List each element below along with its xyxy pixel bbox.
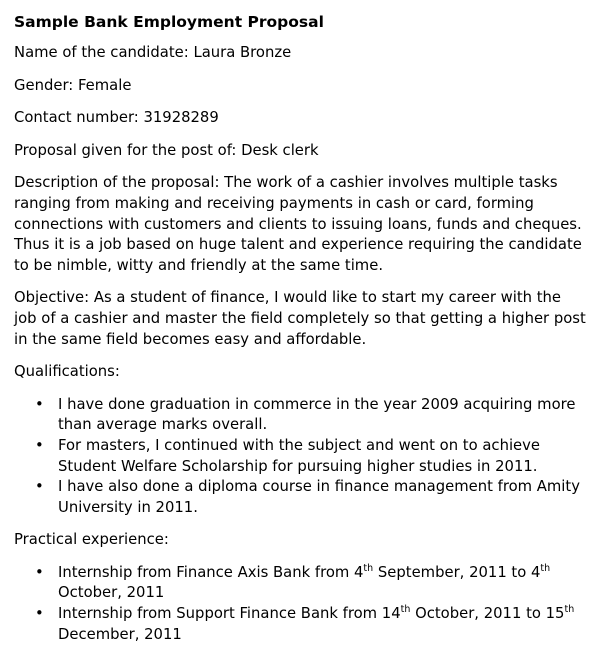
contact-number: Contact number: 31928289 <box>14 109 219 127</box>
bullet-icon: • <box>35 605 44 623</box>
bullet-icon: • <box>35 395 44 413</box>
qualifications-list <box>14 395 590 519</box>
ordinal-suffix: th <box>564 604 575 616</box>
practical-experience-heading: Practical experience: <box>14 531 169 549</box>
list-item <box>14 395 590 436</box>
list-item <box>14 477 590 518</box>
description-line: ranging from making and receiving payments in cash or card, forming <box>14 194 534 212</box>
experience-text: Internship from Support Finance Bank from 14 <box>58 605 401 623</box>
bullet-icon: • <box>35 563 44 581</box>
objective-line: in the same field becomes easy and affordable. <box>14 330 367 348</box>
candidate-name: Name of the candidate: Laura Bronze <box>14 44 292 61</box>
qualifications-heading: Qualifications: <box>14 363 120 381</box>
description-line: Description of the proposal: The work of a cashier involves multiple tasks <box>14 174 558 192</box>
objective-line: Objective: As a student of finance, I would like to start my career with the <box>14 289 561 307</box>
practical-experience-list <box>14 563 590 645</box>
experience-text: October, 2011 to 15 <box>410 605 565 623</box>
list-item <box>14 604 590 645</box>
ordinal-suffix: th <box>363 562 374 574</box>
objective <box>14 288 590 350</box>
ordinal-suffix: th <box>400 604 411 616</box>
experience-text: September, 2011 to 4 <box>373 563 541 581</box>
ordinal-suffix: th <box>540 562 551 574</box>
bullet-icon: • <box>35 436 44 454</box>
list-item-line <box>58 604 590 625</box>
description-line: Thus it is a job based on huge talent and experience requiring the candidate <box>14 236 582 254</box>
list-item <box>14 563 590 604</box>
list-item-line: I have also done a diploma course in finance management from Amity <box>58 478 580 496</box>
list-item <box>14 436 590 477</box>
list-item-line: Student Welfare Scholarship for pursuing higher studies in 2011. <box>58 457 538 475</box>
candidate-gender: Gender: Female <box>14 76 132 94</box>
list-item-line: University in 2011. <box>58 498 198 516</box>
bullet-icon: • <box>35 478 44 496</box>
description-line: connections with customers and clients to issuing loans, funds and cheques. <box>14 215 582 233</box>
list-item-line: December, 2011 <box>58 625 182 643</box>
list-item-line <box>58 563 590 584</box>
list-item-line: For masters, I continued with the subject and went on to achieve <box>58 436 541 454</box>
objective-line: job of a cashier and master the field completely so that getting a higher post <box>14 309 586 327</box>
list-item-line: I have done graduation in commerce in the year 2009 acquiring more <box>58 395 576 413</box>
document-title: Sample Bank Employment Proposal <box>14 13 324 31</box>
description-line: to be nimble, witty and friendly at the same time. <box>14 256 384 274</box>
proposal-description <box>14 173 590 276</box>
list-item-line: than average marks overall. <box>58 416 268 434</box>
experience-text: Internship from Finance Axis Bank from 4 <box>58 563 364 581</box>
list-item-line: October, 2011 <box>58 584 165 602</box>
proposed-post: Proposal given for the post of: Desk clerk <box>14 141 319 159</box>
